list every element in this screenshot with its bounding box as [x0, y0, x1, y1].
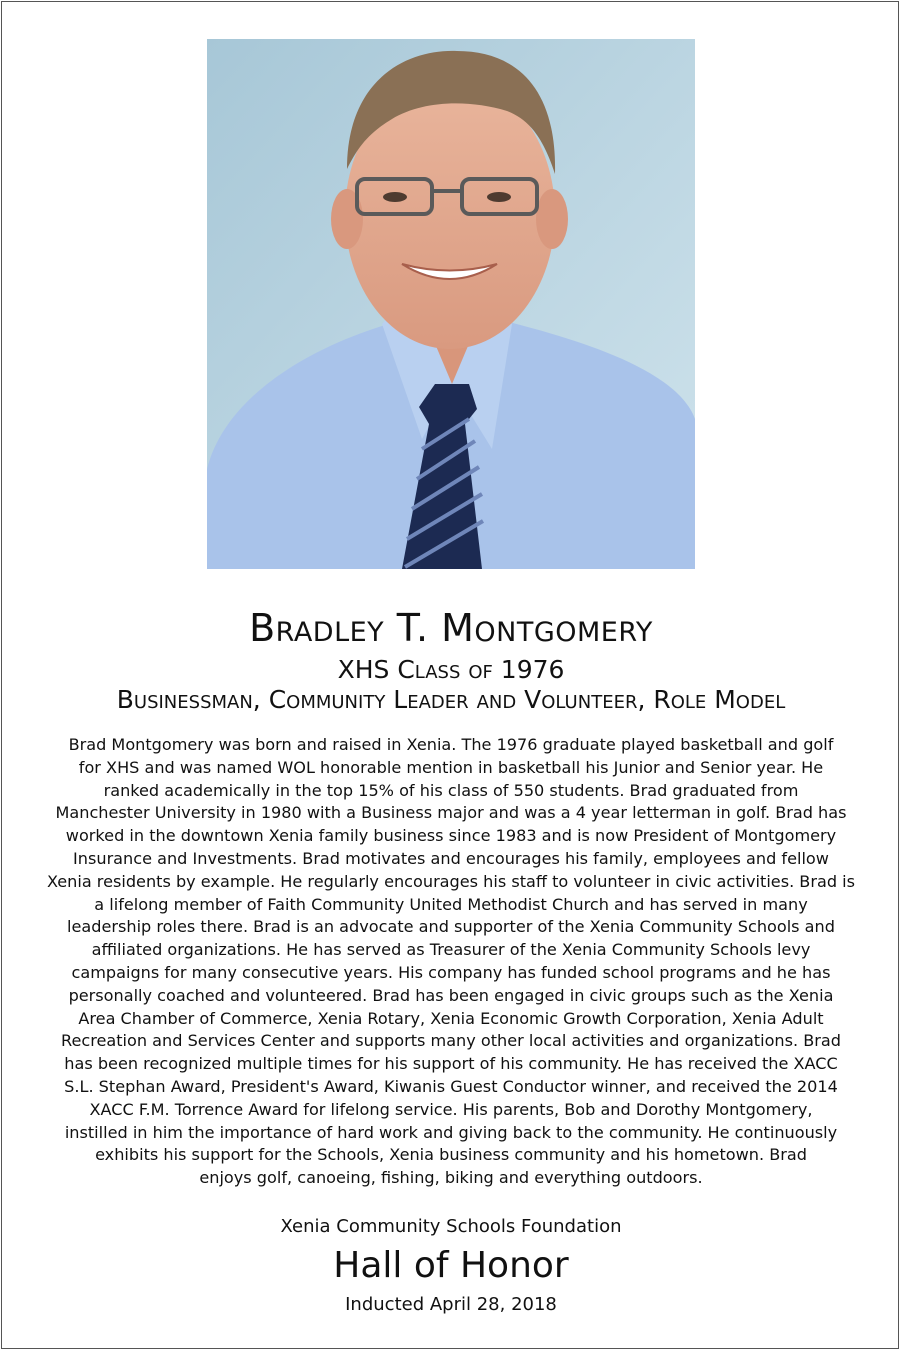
bio-line: Recreation and Services Center and supports many other local activities and organizations. Brad	[61, 1031, 841, 1051]
inductee-roles: Businessman, Community Leader and Volunteer, Role Model	[116, 685, 786, 714]
bio-line: ranked academically in the top 15% of his class of 550 students. Brad graduated from	[103, 780, 799, 800]
bio-line: for XHS and was named WOL honorable mention in basketball his Junior and Senior year. He	[78, 757, 824, 777]
portrait-photo	[207, 39, 695, 569]
bio-line: exhibits his support for the Schools, Xenia business community and his hometown. Brad	[95, 1145, 807, 1165]
foundation-name: Xenia Community Schools Foundation	[280, 1216, 622, 1237]
bio-line: Manchester University in 1980 with a Business major and was a 4 year letterman in golf. Brad has	[55, 803, 847, 823]
bio-line: a lifelong member of Faith Community United Methodist Church and has served in many	[94, 894, 808, 914]
class-year: XHS Class of 1976	[337, 655, 565, 684]
bio-line: enjoys golf, canoeing, fishing, biking and everything outdoors.	[199, 1168, 703, 1188]
bio-line: worked in the downtown Xenia family business since 1983 and is now President of Montgomery	[65, 826, 837, 846]
bio-line: S.L. Stephan Award, President's Award, Kiwanis Guest Conductor winner, and received the 2014	[64, 1076, 838, 1096]
bio-line: instilled in him the importance of hard work and giving back to the community. He continuously	[64, 1122, 838, 1142]
bio-line: has been recognized multiple times for his support of his community. He has received the XACC	[64, 1054, 838, 1074]
bio-line: leadership roles there. Brad is an advocate and supporter of the Xenia Community Schools and	[67, 917, 835, 937]
bio-line: XACC F.M. Torrence Award for lifelong service. His parents, Bob and Dorothy Montgomery,	[89, 1099, 813, 1119]
bio-line: personally coached and volunteered. Brad has been engaged in civic groups such as the Xenia	[68, 985, 834, 1005]
bio-line: Area Chamber of Commerce, Xenia Rotary, Xenia Economic Growth Corporation, Xenia Adult	[78, 1008, 824, 1028]
biography	[36, 734, 866, 1190]
induction-date: Inducted April 28, 2018	[345, 1294, 557, 1315]
bio-line: affiliated organizations. He has served as Treasurer of the Xenia Community Schools levy	[91, 940, 811, 960]
hall-of-honor-title: Hall of Honor	[333, 1245, 569, 1286]
bio-line: Insurance and Investments. Brad motivates and encourages his family, employees and fellow	[73, 848, 829, 868]
bio-line: Brad Montgomery was born and raised in Xenia. The 1976 graduate played basketball and golf	[68, 735, 834, 754]
inductee-name: Bradley T. Montgomery	[249, 606, 653, 650]
bio-line: campaigns for many consecutive years. His company has funded school programs and he has	[71, 962, 831, 982]
bio-line: Xenia residents by example. He regularly encourages his staff to volunteer in civic activities. Brad is	[46, 871, 856, 891]
